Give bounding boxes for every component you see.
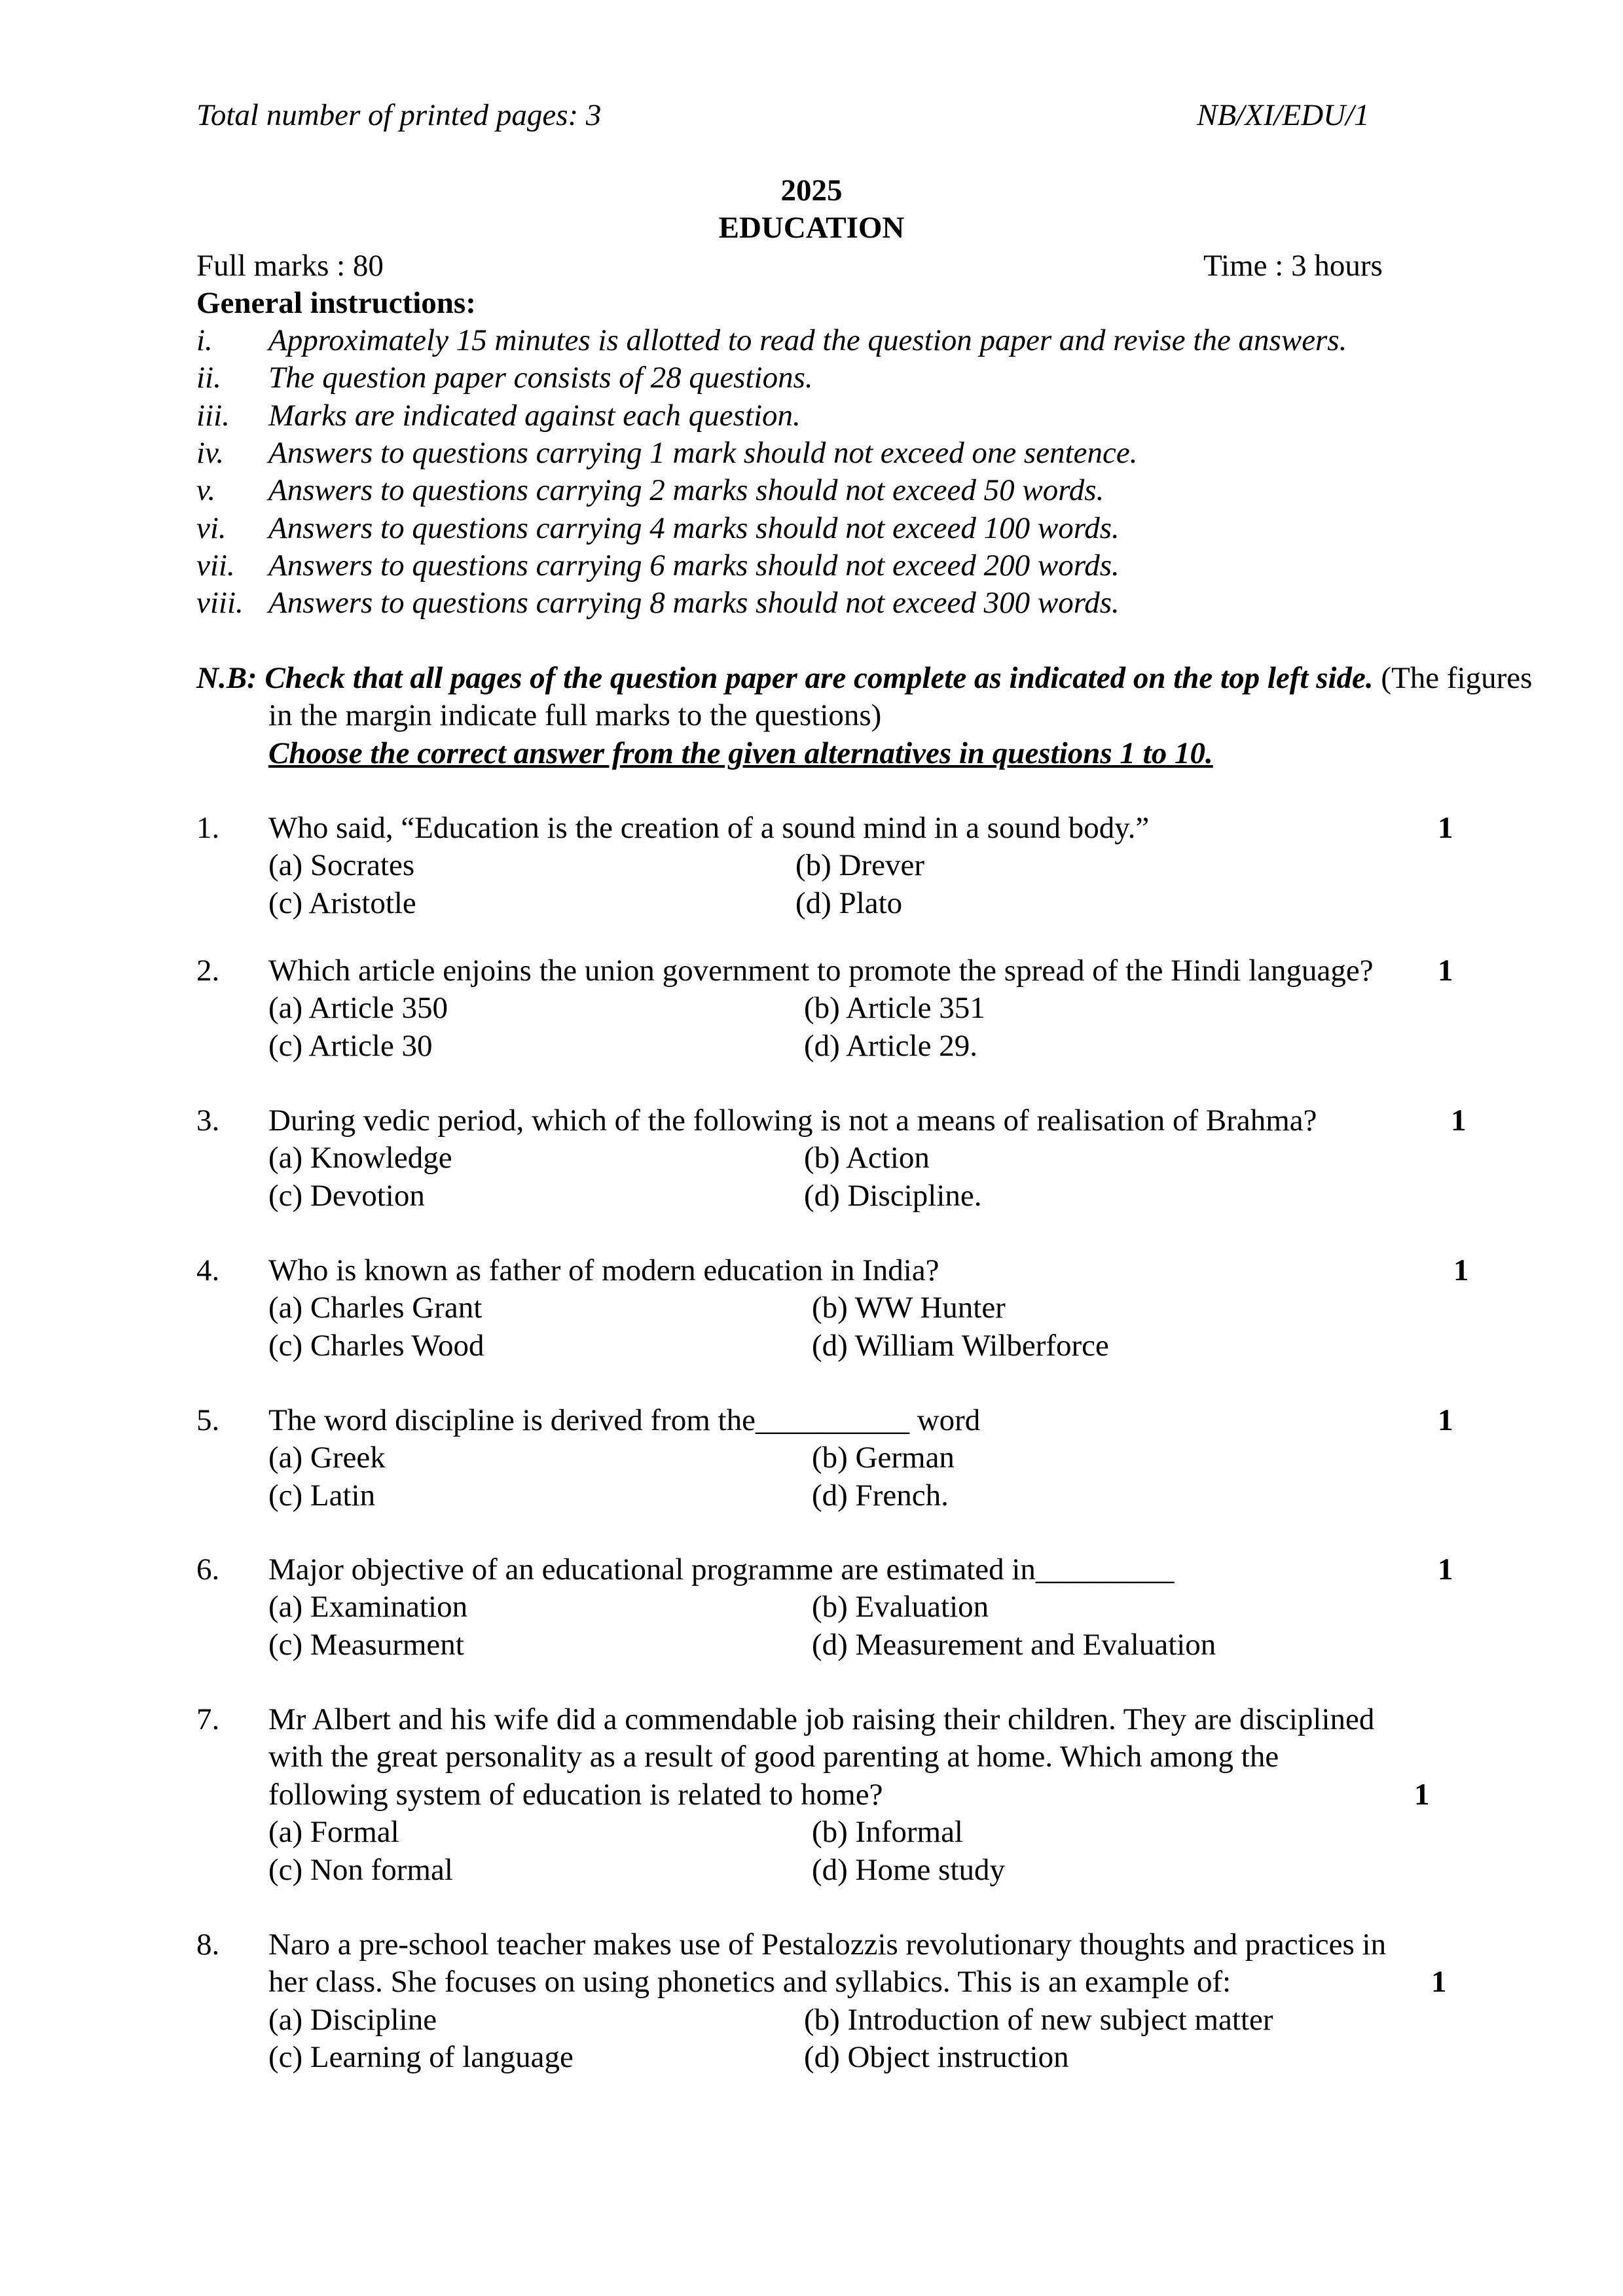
option-b: (b) Action	[804, 1141, 930, 1175]
instruction-text: Answers to questions carrying 1 mark should not exceed one sentence.	[268, 436, 1138, 470]
question-marks: 1	[1438, 1403, 1453, 1437]
note-label: N.B:	[196, 661, 257, 695]
question-marks: 1	[1438, 811, 1453, 845]
question-text: Which article enjoins the union government to promote the spread of the Hindi language?	[268, 954, 1374, 988]
option-d: (d) Measurement and Evaluation	[812, 1628, 1216, 1662]
option-a: (a) Socrates	[268, 848, 415, 882]
option-d: (d) Plato	[795, 886, 903, 920]
instruction-text: The question paper consists of 28 questions.	[268, 361, 813, 395]
option-c: (c) Charles Wood	[268, 1329, 484, 1363]
option-c: (c) Non formal	[268, 1853, 453, 1887]
option-d: (d) Home study	[812, 1853, 1006, 1887]
question-number: 3.	[196, 1103, 220, 1138]
option-c: (c) Measurment	[268, 1628, 464, 1662]
instruction-number: vi.	[196, 511, 227, 545]
instruction-text: Answers to questions carrying 2 marks should not exceed 50 words.	[268, 473, 1104, 507]
question-text-line-1: Mr Albert and his wife did a commendable job raising their children. They are disciplined	[268, 1702, 1375, 1736]
exam-year: 2025	[780, 173, 843, 207]
option-d: (d) Article 29.	[804, 1029, 977, 1063]
question-number: 7.	[196, 1702, 220, 1736]
instruction-number: viii.	[196, 586, 244, 620]
question-text: Major objective of an educational programme are estimated in_________	[268, 1552, 1175, 1587]
option-b: (b) Article 351	[804, 991, 985, 1025]
time-allowed: Time : 3 hours	[1203, 249, 1383, 283]
question-marks: 1	[1414, 1778, 1430, 1812]
option-b: (b) Drever	[795, 848, 925, 882]
option-b: (b) Informal	[812, 1815, 963, 1849]
question-text: During vedic period, which of the following is not a means of realisation of Brahma?	[268, 1103, 1317, 1138]
note-line	[196, 660, 1532, 698]
question-marks: 1	[1451, 1103, 1467, 1138]
question-number: 1.	[196, 811, 220, 845]
instruction-text: Answers to questions carrying 6 marks should not exceed 200 words.	[268, 548, 1120, 583]
question-marks: 1	[1431, 1965, 1447, 1999]
note-plain-text-continued: in the margin indicate full marks to the questions)	[268, 698, 882, 732]
option-c: (c) Aristotle	[268, 886, 416, 920]
question-number: 2.	[196, 954, 220, 988]
option-a: (a) Article 350	[268, 991, 448, 1025]
question-text-line-2: her class. She focuses on using phonetics and syllabics. This is an example of:	[268, 1965, 1231, 1999]
question-number: 4.	[196, 1253, 220, 1287]
option-a: (a) Formal	[268, 1815, 399, 1849]
instruction-number: iv.	[196, 436, 225, 470]
instruction-text: Answers to questions carrying 8 marks should not exceed 300 words.	[268, 586, 1120, 620]
full-marks: Full marks : 80	[196, 249, 384, 283]
instruction-number: v.	[196, 473, 216, 507]
instruction-text: Marks are indicated against each question.	[268, 399, 801, 433]
option-a: (a) Greek	[268, 1441, 386, 1475]
option-d: (d) Object instruction	[804, 2040, 1069, 2074]
option-c: (c) Devotion	[268, 1179, 425, 1213]
note-bold-text: Check that all pages of the question paper are complete as indicated on the top left side.	[264, 661, 1374, 695]
question-marks: 1	[1438, 1552, 1453, 1587]
instruction-text: Answers to questions carrying 4 marks should not exceed 100 words.	[268, 511, 1120, 545]
question-text: Who said, “Education is the creation of a sound mind in a sound body.”	[268, 811, 1150, 845]
question-text-line-1: Naro a pre-school teacher makes use of Pestalozzis revolutionary thoughts and practices in	[268, 1928, 1387, 1962]
option-b: (b) Introduction of new subject matter	[804, 2003, 1273, 2037]
instruction-number: ii.	[196, 361, 221, 395]
question-number: 8.	[196, 1928, 220, 1962]
question-text: Who is known as father of modern education in India?	[268, 1253, 939, 1287]
option-a: (a) Charles Grant	[268, 1291, 483, 1325]
option-c: (c) Learning of language	[268, 2040, 574, 2074]
question-number: 6.	[196, 1552, 220, 1587]
option-b: (b) WW Hunter	[812, 1291, 1006, 1325]
question-marks: 1	[1438, 954, 1453, 988]
option-d: (d) William Wilberforce	[812, 1329, 1109, 1363]
option-d: (d) French.	[812, 1479, 949, 1513]
question-number: 5.	[196, 1403, 220, 1437]
instruction-text: Approximately 15 minutes is allotted to read the question paper and revise the answers.	[268, 323, 1347, 357]
question-marks: 1	[1453, 1253, 1469, 1287]
printed-pages-note: Total number of printed pages: 3	[196, 98, 602, 132]
paper-code: NB/XI/EDU/1	[1197, 98, 1370, 132]
instruction-number: iii.	[196, 399, 230, 433]
option-c: (c) Latin	[268, 1479, 376, 1513]
question-text-line-2: with the great personality as a result of good parenting at home. Which among the	[268, 1740, 1279, 1774]
option-b: (b) Evaluation	[812, 1590, 989, 1624]
option-c: (c) Article 30	[268, 1029, 433, 1063]
exam-subject: EDUCATION	[718, 211, 905, 245]
question-text: The word discipline is derived from the__________ word	[268, 1403, 981, 1437]
option-a: (a) Examination	[268, 1590, 468, 1624]
option-a: (a) Knowledge	[268, 1141, 452, 1175]
instruction-number: i.	[196, 323, 213, 357]
option-d: (d) Discipline.	[804, 1179, 982, 1213]
question-text-line-3: following system of education is related to home?	[268, 1778, 883, 1812]
general-instructions-heading: General instructions:	[196, 286, 476, 320]
choose-instruction: Choose the correct answer from the given alternatives in questions 1 to 10.	[268, 736, 1213, 770]
note-plain-text: (The figures	[1381, 661, 1533, 695]
instruction-number: vii.	[196, 548, 235, 583]
option-a: (a) Discipline	[268, 2003, 437, 2037]
option-b: (b) German	[812, 1441, 955, 1475]
